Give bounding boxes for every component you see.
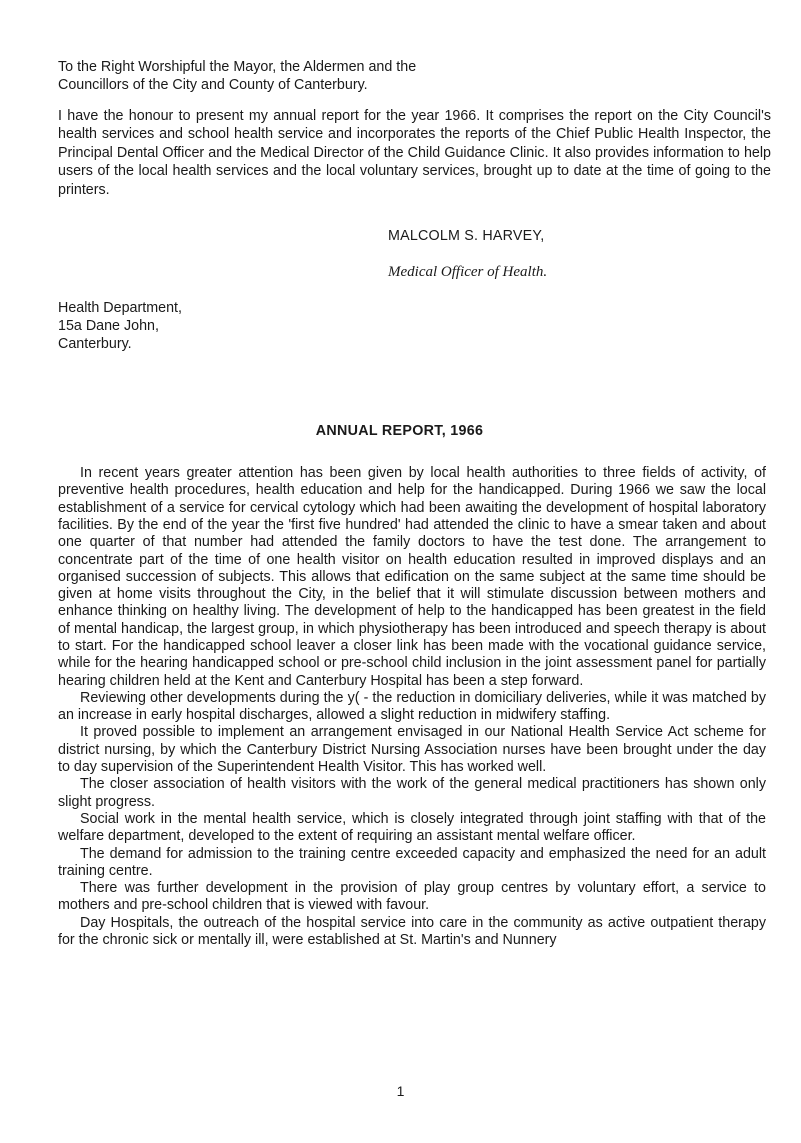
report-heading: ANNUAL REPORT, 1966 (315, 423, 484, 440)
department-address-line-3: Canterbury. (58, 336, 132, 353)
addressee-line-2: Councillors of the City and County of Canterbury. (58, 77, 368, 93)
report-paragraph: The closer association of health visitors with the work of the general medical practitioners has shown only slight progress. (58, 776, 766, 810)
report-paragraph: Social work in the mental health service, which is closely integrated through joint staffing with that of the welfare department, developed to the extent of requiring an assistant mental welfare officer. (58, 810, 766, 845)
page-number: 1 (396, 1083, 405, 1099)
report-paragraph: Day Hospitals, the outreach of the hospital service into care in the community as active outpatient therapy for the chronic sick or mentally ill, were established at St. Martin's and Nunnery (58, 914, 766, 949)
signatory-name: MALCOLM S. HARVEY, (388, 228, 545, 245)
department-address-line-2: 15a Dane John, (58, 318, 159, 335)
report-body (58, 465, 766, 949)
report-paragraph: In recent years greater attention has been given by local health authorities to three fields of activity, of preventive health procedures, health education and help for the handicapped. During 1966 we saw the local establishment of a service for cervical cytology which had been awaiting the development of hospital laboratory facilities. By the end of the year the 'first five hundred' had attended the clinic to have a smear taken and about one quarter of that number had attended the family doctors to have the test done. The arrangement to concentrate part of the time of one health visitor on health education resulted in improved displays and an organised succession of subjects. This allows that edification on the same subject at the same time should be given at home visits throughout the City, in the belief that it will stimulate discussion between mothers and enhance thinking on healthy living. The development of help to the handicapped has been greatest in the field of mental handicap, the largest group, in which physiotherapy has been introduced and speech therapy is about to start. For the handicapped school leaver a closer link has been made with the vocational guidance service, while for the hearing handicapped school or pre-school child inclusion in the joint assessment panel for partially hearing children held at the Kent and Canterbury Hospital has been a step forward. (58, 465, 766, 689)
addressee-line-1: To the Right Worshipful the Mayor, the Aldermen and the (58, 59, 417, 75)
report-paragraph: The demand for admission to the training centre exceeded capacity and emphasized the need for an adult training centre. (58, 845, 766, 879)
addressee-block (58, 58, 771, 94)
department-address (58, 299, 771, 353)
intro-paragraph: I have the honour to present my annual report for the year 1966. It comprises the report on the City Council's health services and school health service and incorporates the reports of the Chief Public Health Inspector, the Principal Dental Officer and the Medical Director of the Child Guidance Clinic. It also provides information to help users of the local health services and the local voluntary services, brought up to date at the time of going to the printers. (58, 108, 771, 198)
department-address-line-1: Health Department, (58, 300, 182, 317)
signatory-title: Medical Officer of Health. (388, 264, 548, 281)
report-paragraph: It proved possible to implement an arrangement envisaged in our National Health Service Act scheme for district nursing, by which the Canterbury District Nursing Association nurses have been brought under the day to day supervision of the Superintendent Health Visitor. This has worked well. (58, 724, 766, 776)
signature-block (388, 227, 771, 281)
report-paragraph: Reviewing other developments during the y( - the reduction in domiciliary deliveries, while it was matched by an increase in early hospital discharges, allowed a slight reduction in midwifery staffing. (58, 689, 766, 724)
report-paragraph: There was further development in the provision of play group centres by voluntary effort, a service to mothers and pre-school children that is viewed with favour. (58, 880, 766, 914)
